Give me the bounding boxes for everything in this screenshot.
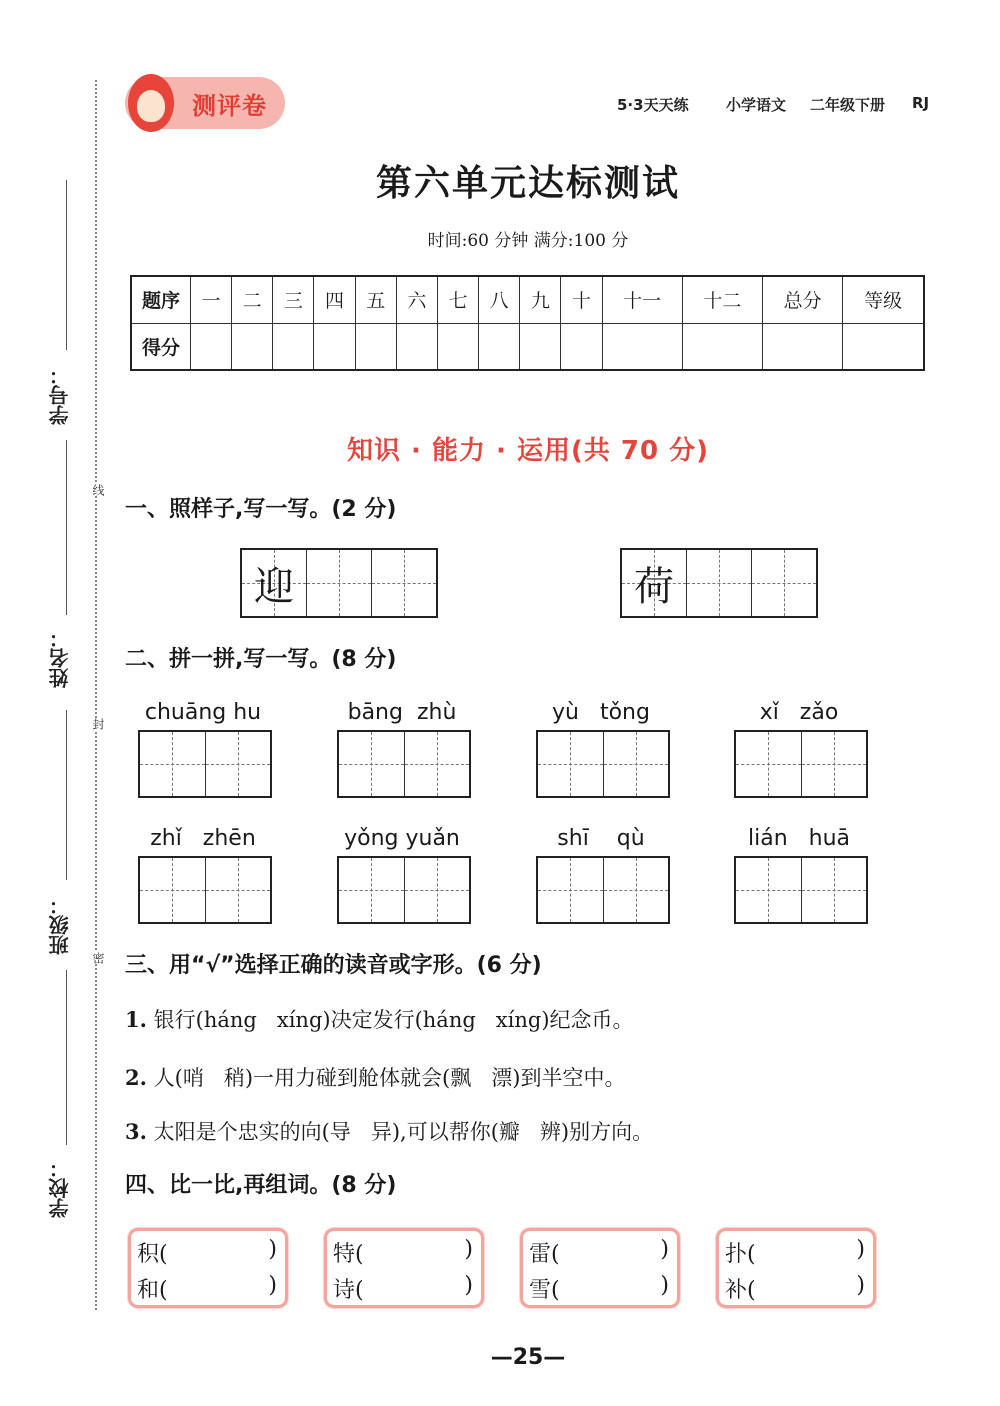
- q1-sample-char: 迎: [254, 563, 294, 610]
- score-cell[interactable]: [396, 323, 437, 370]
- score-cell[interactable]: [520, 323, 561, 370]
- q4-compare-box: [324, 1228, 484, 1308]
- q2-pinyin: xǐ zǎo: [759, 700, 839, 725]
- time-and-score: 时间:60 分钟 满分:100 分: [427, 231, 629, 251]
- score-col-9: 九: [520, 276, 561, 323]
- q4-char: 特(: [333, 1242, 364, 1267]
- school-label: 学校：: [48, 1158, 72, 1218]
- q2-write-cell[interactable]: [405, 732, 470, 796]
- score-cell[interactable]: [355, 323, 396, 370]
- binding-mark-line: 线: [91, 484, 105, 496]
- score-table-row1-head: 题序: [131, 276, 191, 323]
- q4-char: 扑(: [725, 1242, 756, 1267]
- q3-item-1: [125, 1004, 634, 1034]
- score-table-header-row: [131, 276, 924, 323]
- q4-close-paren: ): [660, 1237, 669, 1262]
- school-rule: [66, 970, 67, 1145]
- score-cell[interactable]: [191, 323, 232, 370]
- score-col-11: 十一: [602, 276, 682, 323]
- q2-pinyin: chuāng hu: [144, 700, 262, 725]
- q4-close-paren: ): [464, 1273, 473, 1298]
- q3-item-number: 1.: [125, 1007, 147, 1032]
- q2-write-cell[interactable]: [538, 732, 604, 796]
- score-cell-grade[interactable]: [843, 323, 924, 370]
- score-cell[interactable]: [314, 323, 355, 370]
- score-col-12: 十二: [682, 276, 762, 323]
- score-col-7: 七: [437, 276, 478, 323]
- q2-write-cell[interactable]: [802, 858, 867, 922]
- q2-grid: [536, 856, 670, 924]
- score-cell[interactable]: [273, 323, 314, 370]
- q4-word-row[interactable]: [529, 1273, 669, 1304]
- q4-word-row[interactable]: [333, 1237, 473, 1268]
- score-col-1: 一: [191, 276, 232, 323]
- q4-word-row[interactable]: [725, 1237, 865, 1268]
- q4-word-row[interactable]: [137, 1237, 277, 1268]
- q2-write-cell[interactable]: [802, 732, 867, 796]
- q3-item-text[interactable]: 太阳是个忠实的向(导 异),可以帮你(瓣 辨)别方向。: [153, 1120, 654, 1144]
- score-col-3: 三: [273, 276, 314, 323]
- binding-mark-secret: 密: [91, 952, 105, 964]
- q4-compare-box: [520, 1228, 680, 1308]
- score-col-6: 六: [396, 276, 437, 323]
- q2-grid: [734, 730, 868, 798]
- score-col-5: 五: [355, 276, 396, 323]
- binding-mark-seal: 封: [91, 718, 105, 730]
- q1-sample-char: 荷: [634, 563, 674, 610]
- q2-write-cell[interactable]: [140, 858, 206, 922]
- q4-title: 四、比一比,再组词。(8 分): [125, 1173, 397, 1198]
- score-cell[interactable]: [437, 323, 478, 370]
- series-name: 5·3天天练: [617, 96, 689, 114]
- q3-item-3: [125, 1116, 653, 1146]
- score-col-2: 二: [232, 276, 273, 323]
- q2-grid: [734, 856, 868, 924]
- q4-word-row[interactable]: [333, 1273, 473, 1304]
- q2-write-cell[interactable]: [206, 858, 271, 922]
- q4-close-paren: ): [268, 1237, 277, 1262]
- score-cell[interactable]: [561, 323, 602, 370]
- q1-write-cell[interactable]: [752, 550, 816, 616]
- q1-sample-cell: [242, 550, 307, 616]
- q4-char: 和(: [137, 1278, 168, 1303]
- q2-title: 二、拼一拼,写一写。(8 分): [125, 647, 397, 672]
- score-col-grade: 等级: [843, 276, 924, 323]
- q4-word-row[interactable]: [725, 1273, 865, 1304]
- q2-write-cell[interactable]: [140, 732, 206, 796]
- q3-title: 三、用“√”选择正确的读音或字形。(6 分): [125, 953, 542, 978]
- q2-grid: [536, 730, 670, 798]
- q2-write-cell[interactable]: [339, 858, 405, 922]
- q1-sample-cell: [622, 550, 687, 616]
- q3-item-2: [125, 1062, 625, 1092]
- score-col-4: 四: [314, 276, 355, 323]
- q2-write-cell[interactable]: [206, 732, 271, 796]
- section-banner: 知识 · 能力 · 运用(共 70 分): [346, 436, 709, 466]
- q4-char: 积(: [137, 1242, 168, 1267]
- q2-grid: [337, 730, 471, 798]
- binding-dotted-line: [95, 80, 97, 1310]
- q2-write-cell[interactable]: [339, 732, 405, 796]
- score-col-total: 总分: [763, 276, 843, 323]
- q4-close-paren: ): [856, 1273, 865, 1298]
- q4-compare-box: [128, 1228, 288, 1308]
- q1-write-cell[interactable]: [307, 550, 372, 616]
- q2-pinyin: lián huā: [748, 826, 850, 851]
- q2-grid: [138, 730, 272, 798]
- q1-write-cell[interactable]: [372, 550, 436, 616]
- q4-word-row[interactable]: [529, 1237, 669, 1268]
- score-table: [130, 275, 925, 371]
- score-col-8: 八: [479, 276, 520, 323]
- q2-write-cell[interactable]: [538, 858, 604, 922]
- q2-pinyin: zhǐ zhēn: [150, 826, 256, 851]
- q2-pinyin: yǒng yuǎn: [344, 826, 460, 851]
- q4-close-paren: ): [856, 1237, 865, 1262]
- q3-item-text[interactable]: 银行(háng xíng)决定发行(háng xíng)纪念币。: [153, 1008, 634, 1032]
- q4-close-paren: ): [268, 1273, 277, 1298]
- q3-item-number: 3.: [125, 1119, 147, 1144]
- score-cell[interactable]: [479, 323, 520, 370]
- grade-name: 二年级下册: [810, 96, 886, 114]
- q2-grid: [337, 856, 471, 924]
- q3-item-number: 2.: [125, 1065, 147, 1090]
- q4-char: 雷(: [529, 1242, 560, 1267]
- q2-pinyin: shī qù: [557, 826, 645, 851]
- score-table-row2-head: 得分: [131, 323, 191, 370]
- name-label: 姓名：: [48, 628, 72, 688]
- badge-label: 测评卷: [192, 92, 267, 120]
- q2-write-cell[interactable]: [736, 858, 802, 922]
- score-cell[interactable]: [232, 323, 273, 370]
- q2-grid: [138, 856, 272, 924]
- page-number: —25—: [490, 1345, 566, 1370]
- q2-write-cell[interactable]: [604, 732, 669, 796]
- class-label: 班级：: [48, 895, 72, 955]
- score-cell[interactable]: [682, 323, 762, 370]
- q4-word-row[interactable]: [137, 1273, 277, 1304]
- class-rule: [66, 710, 67, 880]
- q1-grid-1: [240, 548, 438, 618]
- q4-char: 雪(: [529, 1278, 560, 1303]
- q2-write-cell[interactable]: [405, 858, 470, 922]
- score-table-score-row: [131, 323, 924, 370]
- q1-grid-2: [620, 548, 818, 618]
- page-title: 第六单元达标测试: [375, 162, 680, 204]
- q4-char: 诗(: [333, 1278, 364, 1303]
- q4-char: 补(: [725, 1278, 756, 1303]
- q2-pinyin: yù tǒng: [552, 700, 650, 725]
- q4-close-paren: ): [660, 1273, 669, 1298]
- score-col-10: 十: [561, 276, 602, 323]
- q3-item-text[interactable]: 人(哨 稍)一用力碰到舱体就会(飘 漂)到半空中。: [153, 1066, 626, 1090]
- q2-write-cell[interactable]: [604, 858, 669, 922]
- score-cell[interactable]: [602, 323, 682, 370]
- q1-write-cell[interactable]: [687, 550, 752, 616]
- q2-pinyin: bāng zhù: [347, 700, 457, 725]
- cartoon-kid-icon: [128, 74, 174, 132]
- q2-write-cell[interactable]: [736, 732, 802, 796]
- q4-compare-box: [716, 1228, 876, 1308]
- q1-title: 一、照样子,写一写。(2 分): [125, 497, 397, 522]
- score-cell-total[interactable]: [763, 323, 843, 370]
- student-id-label: 学号：: [48, 365, 72, 425]
- subject-name: 小学语文: [726, 96, 787, 114]
- edition-name: RJ: [912, 94, 930, 112]
- q4-close-paren: ): [464, 1237, 473, 1262]
